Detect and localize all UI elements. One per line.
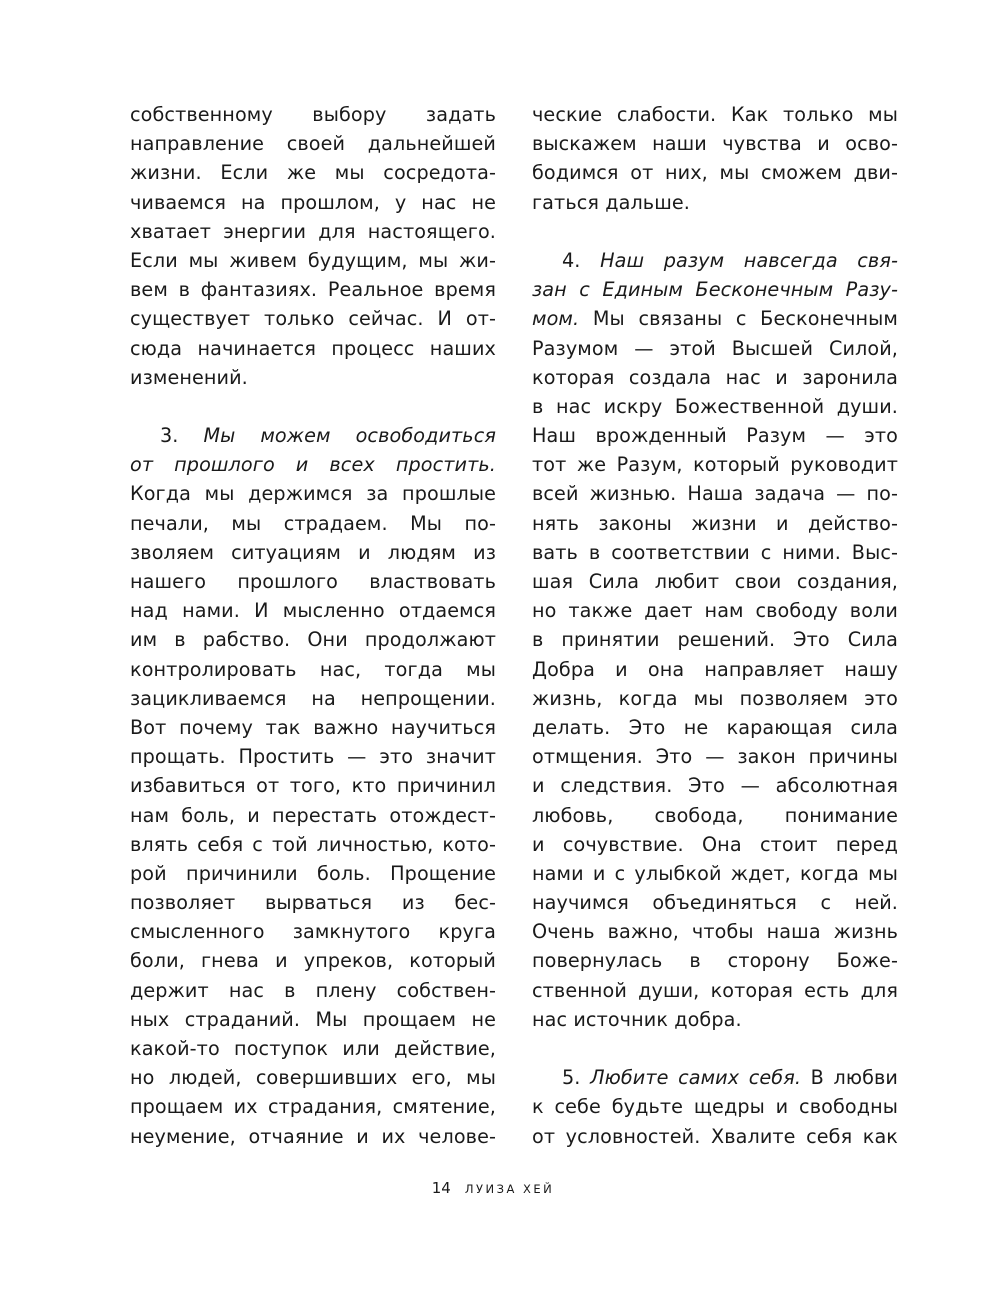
text-line: чиваемся на прошлом, у нас не	[130, 190, 496, 214]
text-line: вать в соответствии с ними. Выс-	[532, 540, 898, 564]
point-4	[532, 246, 898, 1034]
right-column	[532, 100, 898, 1151]
point-3	[130, 421, 496, 1151]
text-line: над нами. И мысленно отдаемся	[130, 599, 496, 623]
text-line: смысленного замкнутого круга	[130, 920, 496, 944]
text-line: и следствия. Это — абсолютная	[532, 774, 898, 798]
text-line: Добра и она направляет нашу	[532, 657, 898, 681]
text-line: печали, мы страдаем. Мы по-	[130, 511, 496, 535]
point-title-end: мом.	[532, 307, 580, 331]
text-line: жизнь, когда мы позволяем это	[532, 686, 898, 710]
point-number: 5.	[562, 1066, 581, 1090]
text-line: отмщения. Это — закон причины	[532, 745, 898, 769]
text-line	[532, 304, 898, 333]
page-number: 14	[431, 1179, 451, 1197]
point-number: 3.	[160, 424, 179, 448]
text-line: к себе будьте щедры и свободны	[532, 1095, 898, 1119]
text-line: нам боль, и перестать отождест-	[130, 803, 496, 827]
text-line: тот же Разум, который руководит	[532, 453, 898, 477]
point-title: Любите самих себя.	[590, 1066, 802, 1090]
text-line: Разумом — этой Высшей Силой,	[532, 336, 898, 360]
text-line: но также дает нам свободу воли	[532, 599, 898, 623]
point-title: Мы можем освободиться	[203, 424, 496, 448]
point-title-line: от прошлого и всех простить.	[130, 453, 496, 477]
running-author: ЛУИЗА ХЕЙ	[464, 1182, 555, 1196]
text-line: которая создала нас и заронила	[532, 365, 898, 389]
left-column	[130, 100, 496, 1151]
text-fragment: В любви	[801, 1066, 898, 1090]
text-line: шая Сила любит свои создания,	[532, 570, 898, 593]
point-4-heading-line	[532, 246, 898, 275]
paragraph-gap	[532, 217, 898, 246]
text-line: направление своей дальнейшей	[130, 132, 496, 156]
text-line: научимся объединяться с ней.	[532, 891, 898, 915]
text-line: зацикливаемся на непрощении.	[130, 686, 496, 710]
point-title: Наш разум навсегда свя-	[600, 248, 898, 272]
text-line: собственному выбору задать	[130, 103, 496, 126]
text-line: любовь, свобода, понимание	[532, 803, 898, 827]
text-line: от условностей. Хвалите себя как	[532, 1124, 898, 1148]
text-line: изменений.	[130, 365, 248, 389]
text-line: какой-то поступок или действие,	[130, 1037, 496, 1060]
text-line: неумение, отчаяние и их челове-	[130, 1124, 496, 1148]
text-line: прощать. Простить — это значит	[130, 745, 496, 769]
text-line: Наш врожденный Разум — это	[532, 424, 898, 448]
text-line: ственной души, которая есть для	[532, 978, 898, 1002]
text-line: нас источник добра.	[532, 1007, 742, 1031]
text-line: позволяет вырваться из бес-	[130, 891, 496, 915]
text-line: сюда начинается процесс наших	[130, 336, 496, 360]
text-line: рой причинили боль. Прощение	[130, 861, 496, 885]
text-line: Если мы живем будущим, мы жи-	[130, 248, 496, 272]
text-line: контролировать нас, тогда мы	[130, 657, 496, 681]
text-line: Когда мы держимся за прошлые	[130, 482, 496, 506]
text-line: вем в фантазиях. Реальное время	[130, 278, 496, 302]
paragraph-gap	[532, 1034, 898, 1063]
text-line: Очень важно, чтобы наша жизнь	[532, 920, 898, 944]
paragraph-intro	[130, 100, 496, 392]
point-title-line: зан с Единым Бесконечным Разу-	[532, 278, 898, 302]
text-line: ных страданий. Мы прощаем не	[130, 1007, 496, 1031]
point-5-heading-line	[532, 1063, 898, 1092]
point-3-heading-line	[130, 421, 496, 450]
text-line: выскажем наши чувства и осво-	[532, 132, 898, 156]
page-footer	[0, 1178, 986, 1197]
text-fragment: Мы связаны с Бесконечным	[579, 307, 898, 331]
point-number: 4.	[562, 248, 581, 272]
text-line: жизни. Если же мы сосредота-	[130, 161, 496, 185]
text-line: ческие слабости. Как только мы	[532, 103, 898, 126]
text-line: гаться дальше.	[532, 190, 690, 214]
text-line: им в рабство. Они продолжают	[130, 628, 496, 652]
text-line: но людей, совершивших его, мы	[130, 1066, 496, 1090]
text-line: в принятии решений. Это Сила	[532, 628, 898, 652]
point-5	[532, 1063, 898, 1151]
text-line: нами и с улыбкой ждет, когда мы	[532, 861, 898, 885]
paragraph-continuation	[532, 100, 898, 217]
text-line: избавиться от того, кто причинил	[130, 774, 496, 798]
text-line: боли, гнева и упреков, который	[130, 949, 496, 973]
text-line: Вот почему так важно научиться	[130, 715, 496, 739]
text-line: всей жизнью. Наша задача — по-	[532, 482, 898, 506]
text-line: влять себя с той личностью, кото-	[130, 832, 496, 856]
text-line: существует только сейчас. И от-	[130, 307, 496, 331]
text-line: повернулась в сторону Боже-	[532, 949, 898, 973]
text-line: делать. Это не карающая сила	[532, 715, 898, 739]
text-line: нять законы жизни и действо-	[532, 511, 898, 535]
text-line: и сочувствие. Она стоит перед	[532, 832, 898, 856]
text-line: бодимся от них, мы сможем дви-	[532, 161, 898, 185]
text-line: нашего прошлого властвовать	[130, 570, 496, 593]
text-line: держит нас в плену собствен-	[130, 978, 496, 1002]
text-line: прощаем их страдания, смятение,	[130, 1095, 496, 1119]
text-line: хватает энергии для настоящего.	[130, 219, 496, 243]
text-line: зволяем ситуациям и людям из	[130, 540, 496, 564]
paragraph-gap	[130, 392, 496, 421]
text-line: в нас искру Божественной души.	[532, 394, 898, 418]
